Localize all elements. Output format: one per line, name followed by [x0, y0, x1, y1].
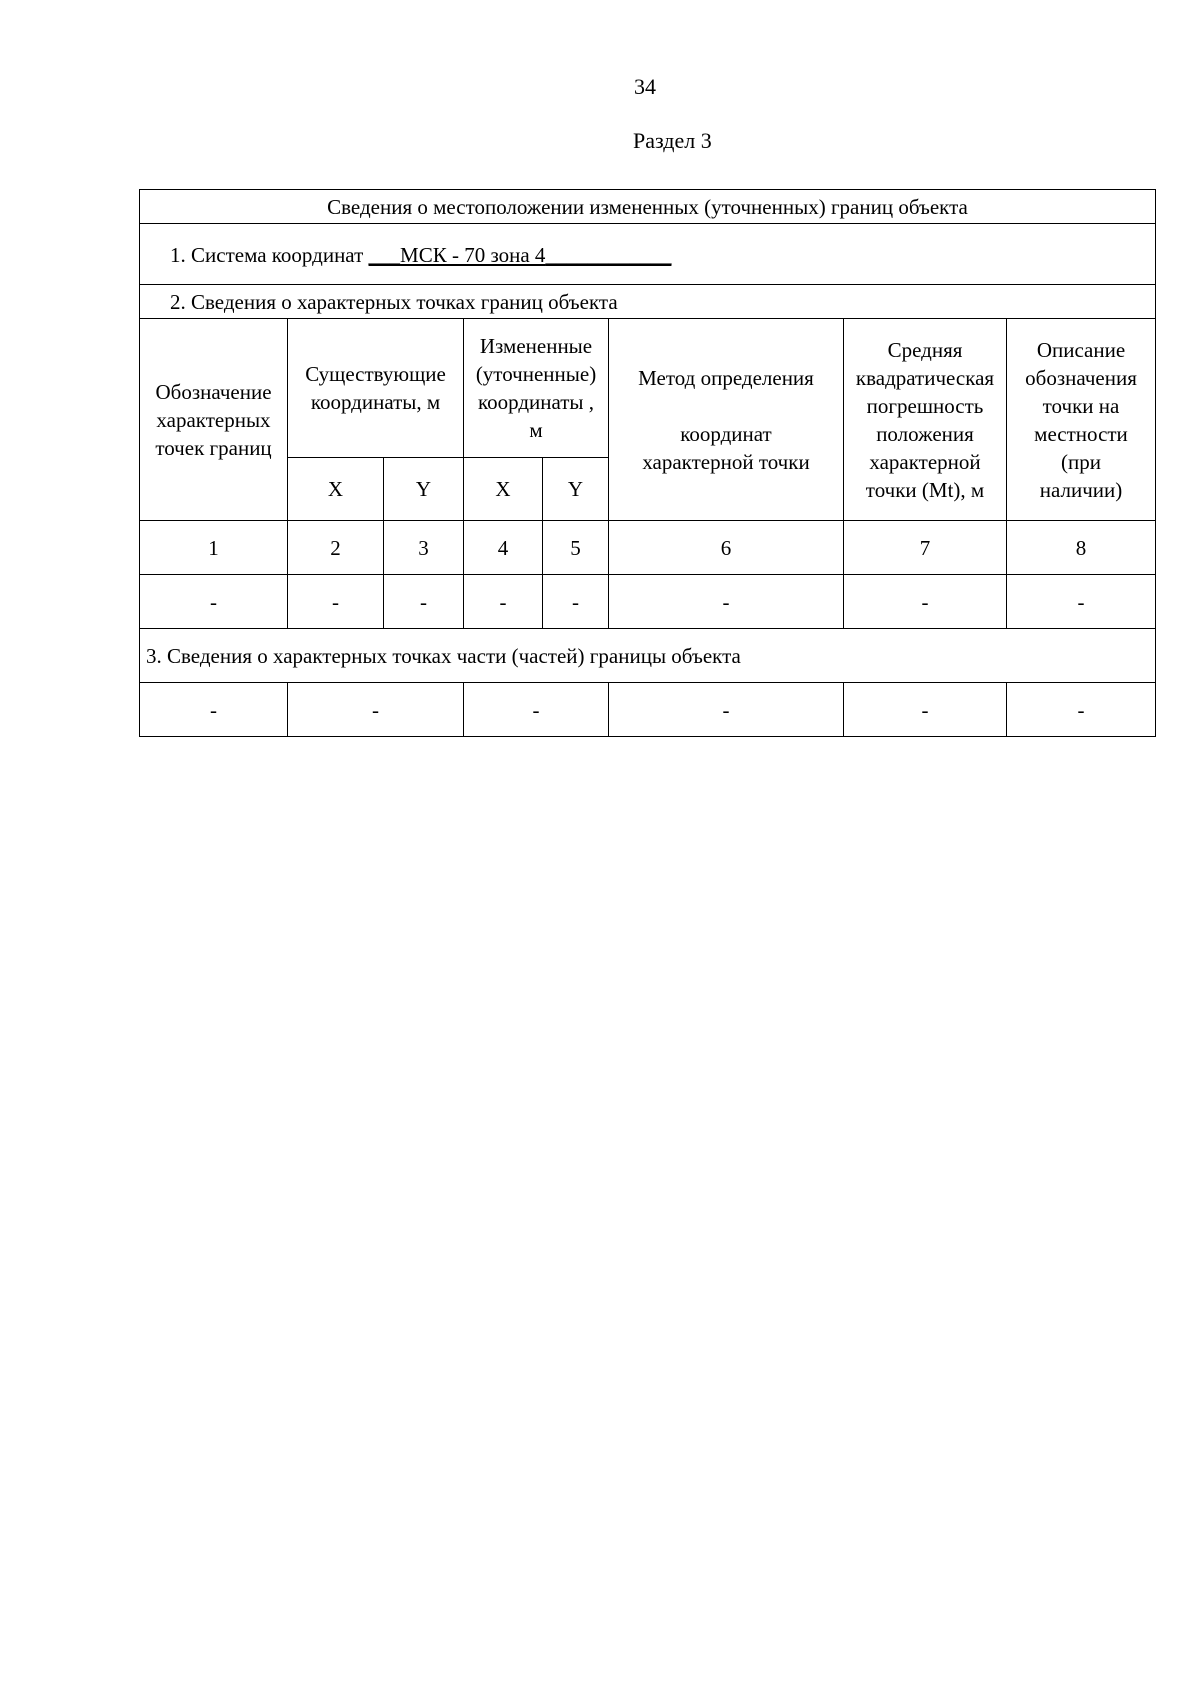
- table-cell: -: [1007, 683, 1156, 737]
- table-row: [140, 575, 1156, 629]
- header-description: [1007, 319, 1156, 521]
- header-changed-y: Y: [543, 458, 609, 521]
- header-description-text: Описание обозначения точки на местности (при наличии): [1025, 337, 1137, 502]
- column-number: 2: [288, 521, 384, 575]
- header-designation-text: Обозначение характерных точек границ: [155, 379, 272, 460]
- table-cell: -: [140, 575, 288, 629]
- header-existing-y: Y: [384, 458, 464, 521]
- header-error: [844, 319, 1007, 521]
- coordinate-system-suffix-blank: ____________: [545, 243, 672, 267]
- header-existing-x: X: [288, 458, 384, 521]
- coordinate-system-prefix-blank: ___: [368, 243, 401, 267]
- table-cell: -: [1007, 575, 1156, 629]
- column-number: 4: [464, 521, 543, 575]
- section3-label: 3. Сведения о характерных точках части (частей) границы объекта: [140, 629, 1156, 683]
- table-cell: -: [543, 575, 609, 629]
- column-number: 1: [140, 521, 288, 575]
- column-number: 3: [384, 521, 464, 575]
- table-cell: -: [140, 683, 288, 737]
- header-method: [609, 319, 844, 521]
- table-cell: -: [609, 683, 844, 737]
- header-changed-x: X: [464, 458, 543, 521]
- table-cell: -: [288, 683, 464, 737]
- table-cell: -: [609, 575, 844, 629]
- header-method-line2: координат характерной точки: [642, 421, 810, 474]
- column-number: 6: [609, 521, 844, 575]
- header-changed-text: Измененные (уточненные) координаты , м: [475, 334, 597, 442]
- table-title: Сведения о местоположении измененных (уточненных) границ объекта: [140, 190, 1156, 224]
- table-cell: -: [464, 683, 609, 737]
- header-error-text: Средняя квадратическая погрешность положения характерной точки (Mt), м: [855, 337, 995, 502]
- coordinate-system-row: [140, 224, 1156, 285]
- column-number-row: [140, 521, 1156, 575]
- column-number: 8: [1007, 521, 1156, 575]
- column-number: 5: [543, 521, 609, 575]
- header-existing: [288, 319, 464, 458]
- coordinate-system-label: 1. Система координат: [170, 243, 364, 267]
- column-number: 7: [844, 521, 1007, 575]
- table-cell: -: [288, 575, 384, 629]
- page-number: 34: [634, 74, 656, 99]
- header-method-line1: Метод определения: [638, 365, 814, 390]
- table-cell: -: [384, 575, 464, 629]
- table-cell: -: [464, 575, 543, 629]
- section2-label: 2. Сведения о характерных точках границ объекта: [140, 285, 1156, 319]
- boundary-table: [139, 189, 1156, 737]
- header-existing-text: Существующие координаты, м: [305, 362, 446, 414]
- header-changed: [464, 319, 609, 458]
- table-cell: -: [844, 683, 1007, 737]
- table-row: [140, 683, 1156, 737]
- table-cell: -: [844, 575, 1007, 629]
- coordinate-system-value: МСК - 70 зона 4: [400, 243, 546, 267]
- header-designation: [140, 319, 288, 521]
- section-label: Раздел 3: [633, 128, 712, 153]
